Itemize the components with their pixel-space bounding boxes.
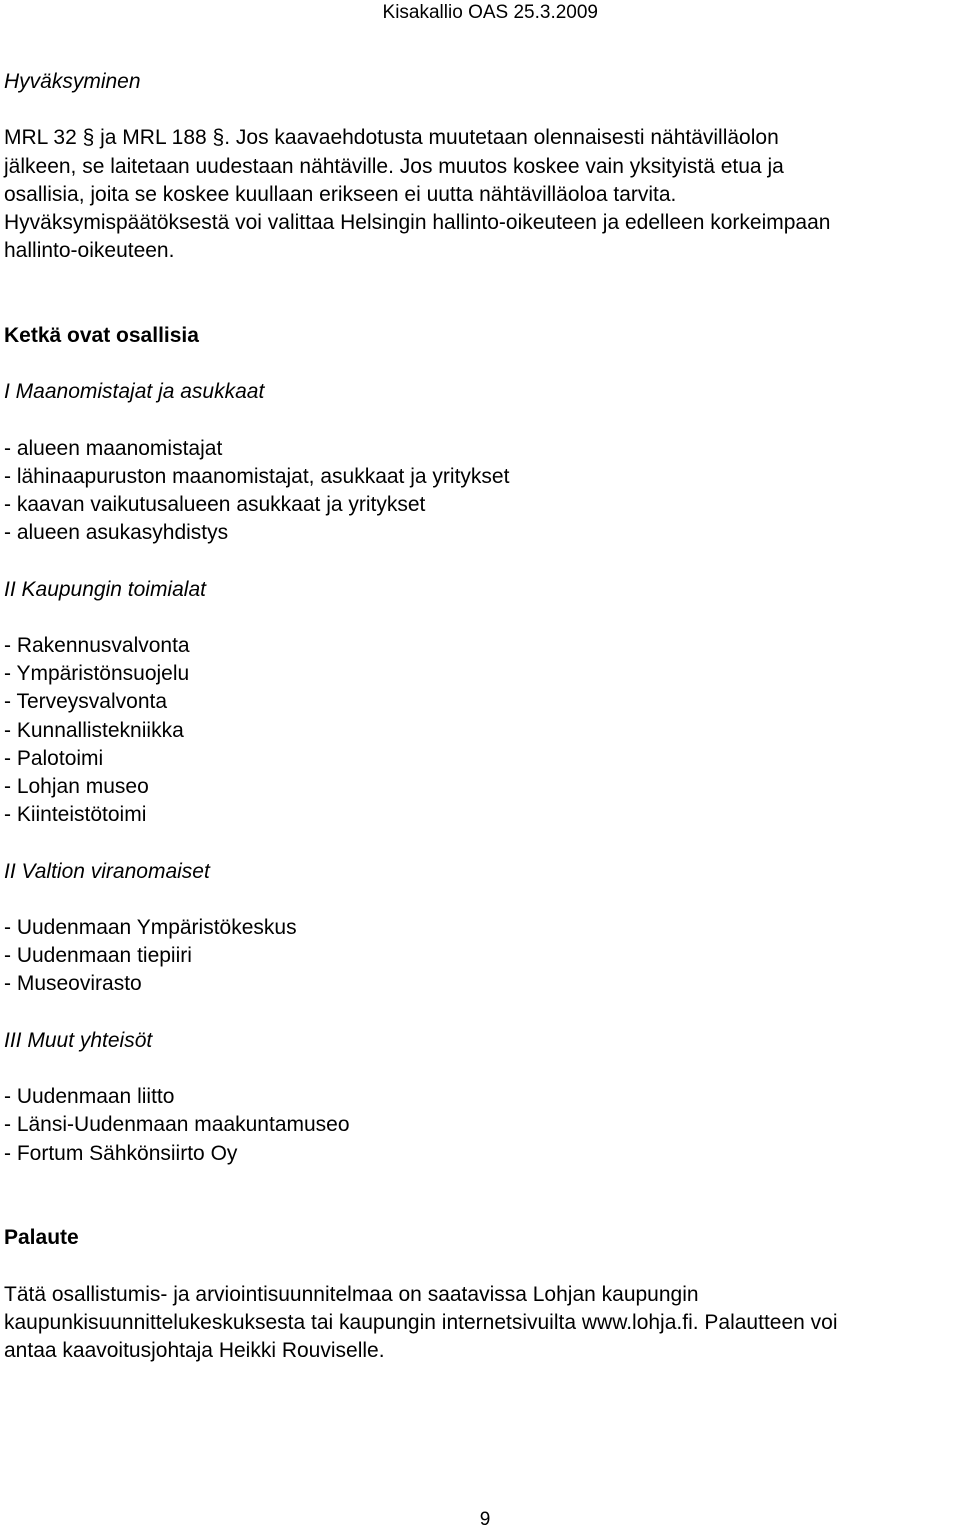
paragraph-line: Hyväksymispäätöksestä voi valittaa Helsingin hallinto-oikeuteen ja edelleen korkeimpaan	[4, 211, 831, 234]
list-item: - Uudenmaan Ympäristökeskus	[4, 915, 297, 939]
paragraph-line: MRL 32 § ja MRL 188 §. Jos kaavaehdotusta muutetaan olennaisesti nähtävilläolon	[4, 126, 779, 150]
paragraph-line: Tätä osallistumis- ja arviointisuunnitelmaa on saatavissa Lohjan kaupungin	[4, 1282, 699, 1306]
approval-paragraph	[4, 124, 958, 265]
approval-heading: Hyväksyminen	[4, 70, 141, 93]
list-item: - Uudenmaan tiepiiri	[4, 944, 192, 968]
document-body	[4, 68, 958, 1365]
list-item: - kaavan vaikutusalueen asukkaat ja yritykset	[4, 492, 426, 516]
page-number: 9	[479, 1509, 491, 1530]
group-title-state-authorities: II Valtion viranomaiset	[4, 859, 210, 883]
page-header: Kisakallio OAS 25.3.2009	[382, 2, 598, 23]
list-item: - Kunnallistekniikka	[4, 718, 184, 742]
feedback-paragraph	[4, 1281, 958, 1366]
list-item: - Ympäristönsuojelu	[4, 662, 190, 686]
paragraph-line: jälkeen, se laitetaan uudestaan nähtäville. Jos muutos koskee vain yksityistä etua ja	[4, 154, 784, 178]
paragraph-line: osallisia, joita se koskee kuullaan erikseen ei uutta nähtävilläoloa tarvita.	[4, 182, 677, 206]
feedback-heading: Palaute	[4, 1226, 79, 1250]
list-item: - Uudenmaan liitto	[4, 1085, 175, 1109]
list-item: - Länsi-Uudenmaan maakuntamuseo	[4, 1113, 350, 1137]
paragraph-line: antaa kaavoitusjohtaja Heikki Rouviselle.	[4, 1338, 385, 1362]
list-item: - Kiinteistötoimi	[4, 803, 147, 827]
list-item: - alueen asukasyhdistys	[4, 521, 229, 545]
list-item: - Museovirasto	[4, 972, 142, 996]
group-title-city-departments: II Kaupungin toimialat	[4, 577, 206, 601]
group-title-landowners: I Maanomistajat ja asukkaat	[4, 380, 265, 404]
list-item: - lähinaapuruston maanomistajat, asukkaat ja yritykset	[4, 464, 510, 488]
group-list-landowners	[4, 435, 958, 548]
list-item: - Palotoimi	[4, 746, 104, 770]
list-item: - Fortum Sähkönsiirto Oy	[4, 1141, 238, 1165]
list-item: - Terveysvalvonta	[4, 690, 168, 714]
list-item: - alueen maanomistajat	[4, 436, 223, 460]
stakeholders-heading: Ketkä ovat osallisia	[4, 323, 199, 347]
list-item: - Lohjan museo	[4, 774, 149, 798]
group-list-city-departments	[4, 632, 958, 829]
paragraph-line: hallinto-oikeuteen.	[4, 239, 175, 263]
paragraph-line: kaupunkisuunnittelukeskuksesta tai kaupungin internetsivuilta www.lohja.fi. Palautteen voi	[4, 1310, 838, 1334]
list-item: - Rakennusvalvonta	[4, 633, 190, 657]
group-list-state-authorities	[4, 914, 958, 999]
group-list-other-organisations	[4, 1083, 958, 1168]
group-title-other-organisations: III Muut yhteisöt	[4, 1028, 153, 1052]
